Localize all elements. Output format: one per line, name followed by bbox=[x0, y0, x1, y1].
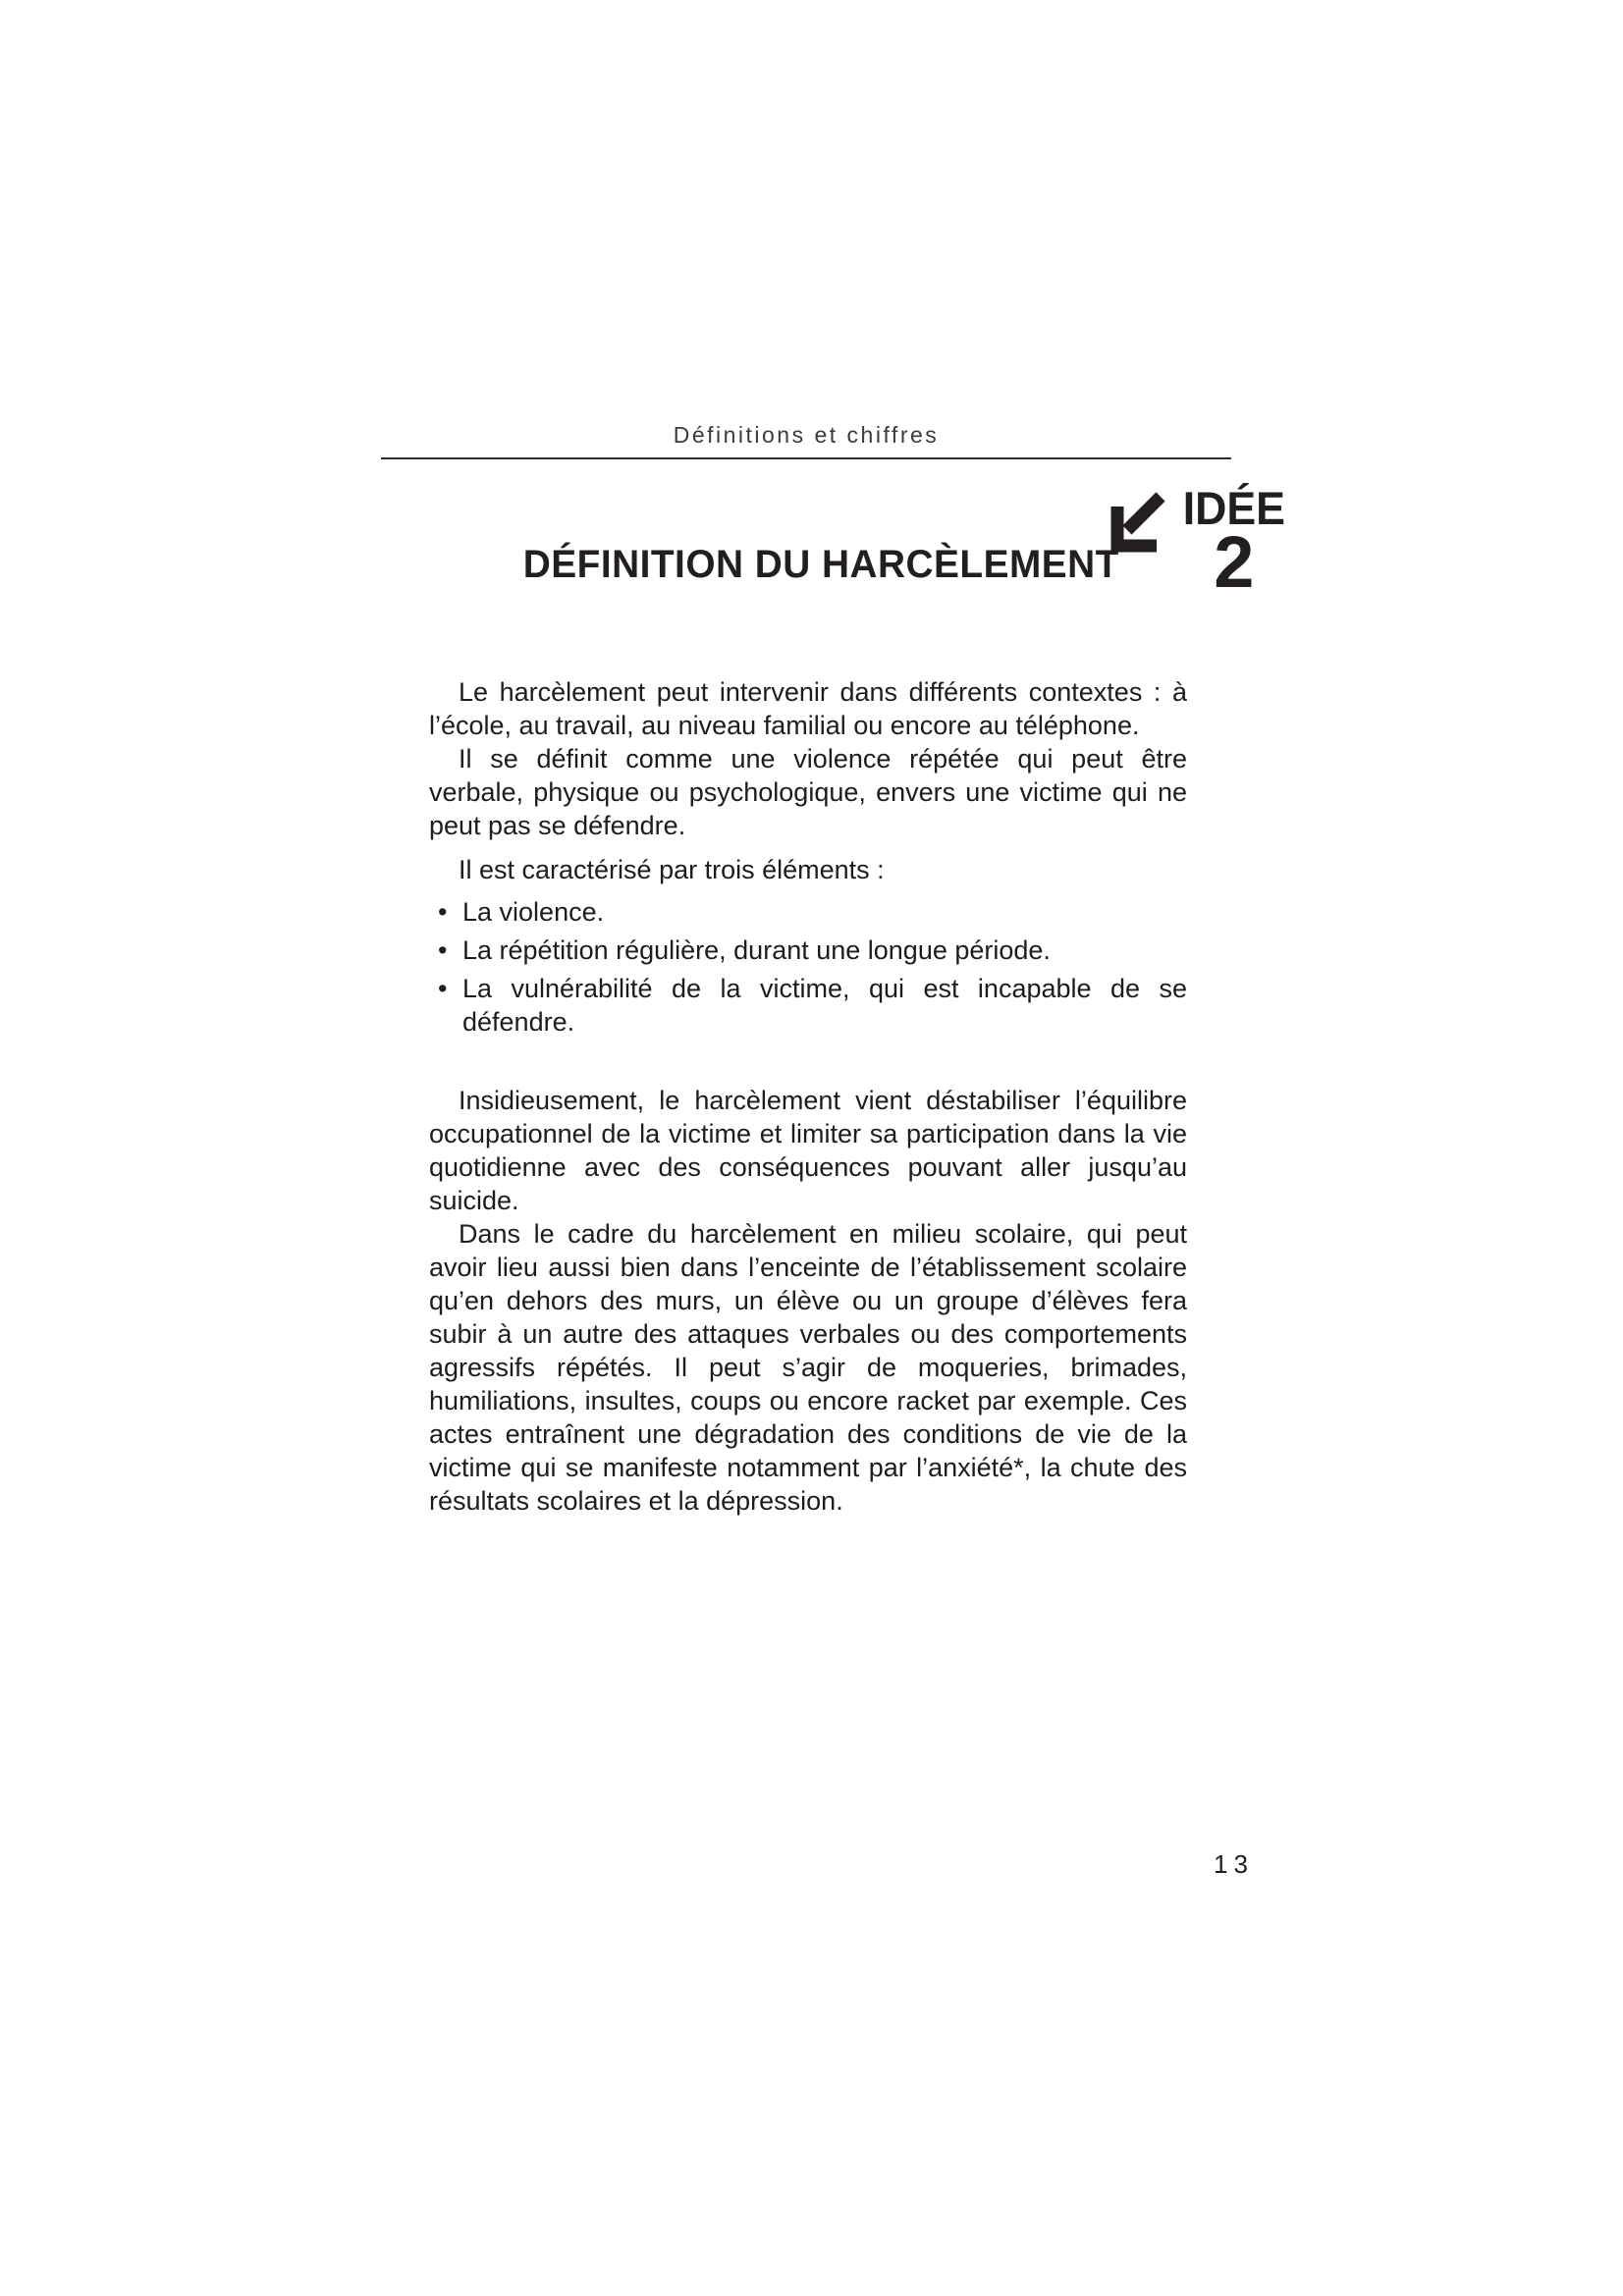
running-header-text: Définitions et chiffres bbox=[673, 422, 940, 448]
chapter-title: DÉFINITION DU HARCÈLEMENT bbox=[522, 543, 1119, 586]
bullet-marker: • bbox=[438, 974, 448, 1003]
list-item-text: La vulnérabilité de la victime, qui est incapable de se défendre. bbox=[462, 974, 1187, 1037]
body-text-column bbox=[429, 675, 1187, 1518]
list-item-text: La répétition régulière, durant une longue période. bbox=[462, 935, 1051, 965]
list-item bbox=[429, 934, 1187, 967]
bullet-list bbox=[429, 895, 1187, 1039]
paragraph: Dans le cadre du harcèlement en milieu scolaire, qui peut avoir lieu aussi bien dans l’enceinte de l’établissement scolaire qu’en dehors des murs, un élève ou un groupe d’élèves fera subir à un autre des attaques verbales ou des comportements agressifs répétés. Il peut s’agir de moqueries, brimades, humiliations, insultes, coups ou encore racket par exemple. Ces actes entraînent une dégradation des conditions de vie de la victime qui se manifeste notamment par l’anxiété*, la chute des résultats scolaires et la dépression. bbox=[429, 1219, 1187, 1516]
running-header bbox=[381, 422, 1231, 459]
list-item bbox=[429, 972, 1187, 1039]
idea-badge-label: IDÉE bbox=[1182, 482, 1285, 534]
arrow-down-left-icon bbox=[1108, 491, 1168, 556]
idea-badge-text bbox=[1180, 482, 1288, 603]
paragraph: Le harcèlement peut intervenir dans différents contextes : à l’école, au travail, au niveau familial ou encore au téléphone. bbox=[429, 677, 1187, 740]
list-item-text: La violence. bbox=[462, 897, 605, 927]
idea-badge bbox=[1108, 482, 1288, 603]
list-item bbox=[429, 895, 1187, 929]
paragraph: Insidieusement, le harcèlement vient déstabiliser l’équilibre occupationnel de la victime et limiter sa participation dans la vie quotidienne avec des conséquences pouvant aller jusqu’au suicide. bbox=[429, 1086, 1187, 1215]
idea-badge-number: 2 bbox=[1214, 521, 1255, 603]
list-intro: Il est caractérisé par trois éléments : bbox=[459, 855, 885, 884]
bullet-marker: • bbox=[438, 897, 448, 927]
page-number: 13 bbox=[1214, 1849, 1254, 1879]
bullet-marker: • bbox=[438, 935, 448, 965]
paragraph: Il se définit comme une violence répétée qui peut être verbale, physique ou psychologique, envers une victime qui ne peut pas se défendre. bbox=[429, 744, 1187, 840]
